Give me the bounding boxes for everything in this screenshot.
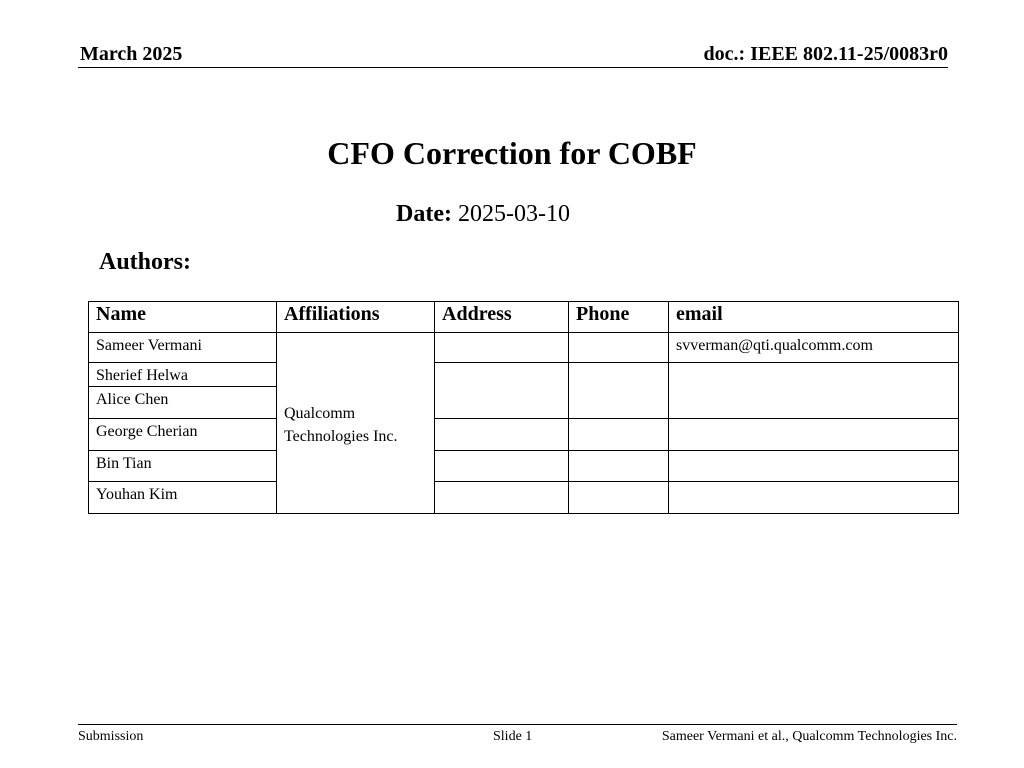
author-name: Alice Chen bbox=[89, 387, 277, 419]
author-name: George Cherian bbox=[89, 419, 277, 451]
header-date: March 2025 bbox=[80, 43, 183, 65]
affiliation-cell bbox=[277, 333, 435, 514]
column-header-name: Name bbox=[89, 302, 277, 333]
author-name: Sherief Helwa bbox=[89, 363, 277, 387]
footer-submission: Submission bbox=[78, 729, 144, 744]
date-line bbox=[396, 199, 570, 229]
author-email bbox=[669, 451, 959, 482]
authors-table bbox=[88, 301, 959, 514]
author-email bbox=[669, 363, 959, 419]
phone-cell bbox=[569, 419, 669, 451]
table-header-row bbox=[89, 302, 959, 333]
phone-cell bbox=[569, 451, 669, 482]
authors-heading: Authors: bbox=[99, 249, 192, 275]
table-row bbox=[89, 363, 959, 387]
footer-divider bbox=[78, 724, 957, 725]
slide-title: CFO Correction for COBF bbox=[327, 135, 697, 171]
author-email bbox=[669, 482, 959, 514]
header-divider bbox=[78, 67, 948, 68]
header-doc-id: doc.: IEEE 802.11-25/0083r0 bbox=[703, 43, 948, 65]
footer-authors: Sameer Vermani et al., Qualcomm Technologies Inc. bbox=[661, 729, 957, 744]
address-cell bbox=[435, 363, 569, 419]
address-cell bbox=[435, 333, 569, 363]
column-header-email: email bbox=[669, 302, 959, 333]
date-value: 2025-03-10 bbox=[457, 201, 570, 227]
column-header-address: Address bbox=[435, 302, 569, 333]
affiliation-line: Qualcomm bbox=[284, 404, 356, 422]
footer-slide-number: Slide 1 bbox=[493, 729, 533, 744]
author-name: Bin Tian bbox=[89, 451, 277, 482]
phone-cell bbox=[569, 363, 669, 419]
phone-cell bbox=[569, 482, 669, 514]
address-cell bbox=[435, 451, 569, 482]
column-header-affiliations: Affiliations bbox=[277, 302, 435, 333]
table-row bbox=[89, 419, 959, 451]
table-row bbox=[89, 482, 959, 514]
affiliation-line: Technologies Inc. bbox=[284, 427, 398, 445]
phone-cell bbox=[569, 333, 669, 363]
table-row bbox=[89, 451, 959, 482]
author-name: Sameer Vermani bbox=[89, 333, 277, 363]
date-label: Date: bbox=[396, 201, 452, 227]
address-cell bbox=[435, 419, 569, 451]
author-name: Youhan Kim bbox=[89, 482, 277, 514]
table-row bbox=[89, 333, 959, 363]
address-cell bbox=[435, 482, 569, 514]
author-email: svverman@qti.qualcomm.com bbox=[669, 333, 959, 363]
column-header-phone: Phone bbox=[569, 302, 669, 333]
author-email bbox=[669, 419, 959, 451]
